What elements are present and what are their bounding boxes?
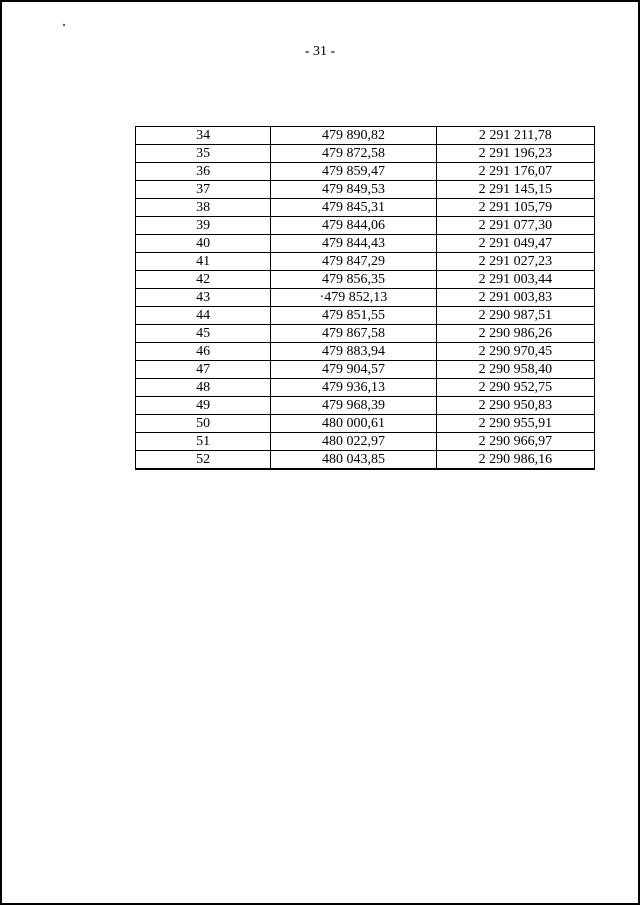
x-coordinate-cell: 479 904,57 xyxy=(271,361,436,379)
table-row xyxy=(136,433,595,451)
table-row xyxy=(136,289,595,307)
x-coordinate-cell: 479 872,58 xyxy=(271,145,436,163)
x-coordinate-cell: 480 043,85 xyxy=(271,451,436,470)
table-row xyxy=(136,163,595,181)
x-coordinate-cell: 479 867,58 xyxy=(271,325,436,343)
y-coordinate-cell: 2 290 952,75 xyxy=(436,379,594,397)
x-coordinate-cell: 479 844,06 xyxy=(271,217,436,235)
table-row xyxy=(136,325,595,343)
table-row xyxy=(136,253,595,271)
point-number-cell: 41 xyxy=(136,253,271,271)
table-row xyxy=(136,361,595,379)
y-coordinate-cell: 2 291 049,47 xyxy=(436,235,594,253)
point-number-cell: 46 xyxy=(136,343,271,361)
point-number-cell: 49 xyxy=(136,397,271,415)
y-coordinate-cell: 2 290 987,51 xyxy=(436,307,594,325)
y-coordinate-cell: 2 290 955,91 xyxy=(436,415,594,433)
y-coordinate-cell: 2 290 950,83 xyxy=(436,397,594,415)
y-coordinate-cell: 2 291 003,44 xyxy=(436,271,594,289)
point-number-cell: 43 xyxy=(136,289,271,307)
point-number-cell: 51 xyxy=(136,433,271,451)
y-coordinate-cell: 2 291 027,23 xyxy=(436,253,594,271)
x-coordinate-cell: 479 883,94 xyxy=(271,343,436,361)
y-coordinate-cell: 2 291 145,15 xyxy=(436,181,594,199)
point-number-cell: 52 xyxy=(136,451,271,470)
table-row xyxy=(136,271,595,289)
y-coordinate-cell: 2 291 211,78 xyxy=(436,127,594,145)
y-coordinate-cell: 2 291 105,79 xyxy=(436,199,594,217)
x-coordinate-cell: 479 849,53 xyxy=(271,181,436,199)
y-coordinate-cell: 2 290 970,45 xyxy=(436,343,594,361)
table-row xyxy=(136,343,595,361)
x-coordinate-cell: 479 844,43 xyxy=(271,235,436,253)
y-coordinate-cell: 2 291 196,23 xyxy=(436,145,594,163)
table-row xyxy=(136,217,595,235)
scan-speck xyxy=(63,24,66,27)
y-coordinate-cell: 2 291 176,07 xyxy=(436,163,594,181)
table-row xyxy=(136,127,595,145)
y-coordinate-cell: 2 290 986,16 xyxy=(436,451,594,470)
point-number-cell: 37 xyxy=(136,181,271,199)
table-row xyxy=(136,415,595,433)
x-coordinate-cell: 479 936,13 xyxy=(271,379,436,397)
x-coordinate-cell: 479 890,82 xyxy=(271,127,436,145)
x-coordinate-cell: 479 859,47 xyxy=(271,163,436,181)
point-number-cell: 39 xyxy=(136,217,271,235)
table-row xyxy=(136,307,595,325)
y-coordinate-cell: 2 290 966,97 xyxy=(436,433,594,451)
x-coordinate-cell: 479 856,35 xyxy=(271,271,436,289)
point-number-cell: 45 xyxy=(136,325,271,343)
y-coordinate-cell: 2 291 003,83 xyxy=(436,289,594,307)
page-number: - 31 - xyxy=(304,44,336,59)
table-row xyxy=(136,145,595,163)
table-row xyxy=(136,199,595,217)
point-number-cell: 50 xyxy=(136,415,271,433)
point-number-cell: 47 xyxy=(136,361,271,379)
point-number-cell: 34 xyxy=(136,127,271,145)
table-row xyxy=(136,235,595,253)
point-number-cell: 48 xyxy=(136,379,271,397)
point-number-cell: 40 xyxy=(136,235,271,253)
point-number-cell: 42 xyxy=(136,271,271,289)
table-row xyxy=(136,451,595,470)
y-coordinate-cell: 2 290 986,26 xyxy=(436,325,594,343)
table-row xyxy=(136,397,595,415)
y-coordinate-cell: 2 290 958,40 xyxy=(436,361,594,379)
table-row xyxy=(136,181,595,199)
point-number-cell: 35 xyxy=(136,145,271,163)
y-coordinate-cell: 2 291 077,30 xyxy=(436,217,594,235)
coordinates-table-body xyxy=(136,127,595,470)
x-coordinate-cell: 479 968,39 xyxy=(271,397,436,415)
point-number-cell: 44 xyxy=(136,307,271,325)
table-row xyxy=(136,379,595,397)
x-coordinate-cell: 479 845,31 xyxy=(271,199,436,217)
x-coordinate-cell: 479 851,55 xyxy=(271,307,436,325)
x-coordinate-cell: 480 000,61 xyxy=(271,415,436,433)
x-coordinate-cell: 480 022,97 xyxy=(271,433,436,451)
point-number-cell: 38 xyxy=(136,199,271,217)
point-number-cell: 36 xyxy=(136,163,271,181)
coordinates-table xyxy=(135,126,595,470)
x-coordinate-cell: 479 847,29 xyxy=(271,253,436,271)
x-coordinate-cell: ·479 852,13 xyxy=(271,289,436,307)
